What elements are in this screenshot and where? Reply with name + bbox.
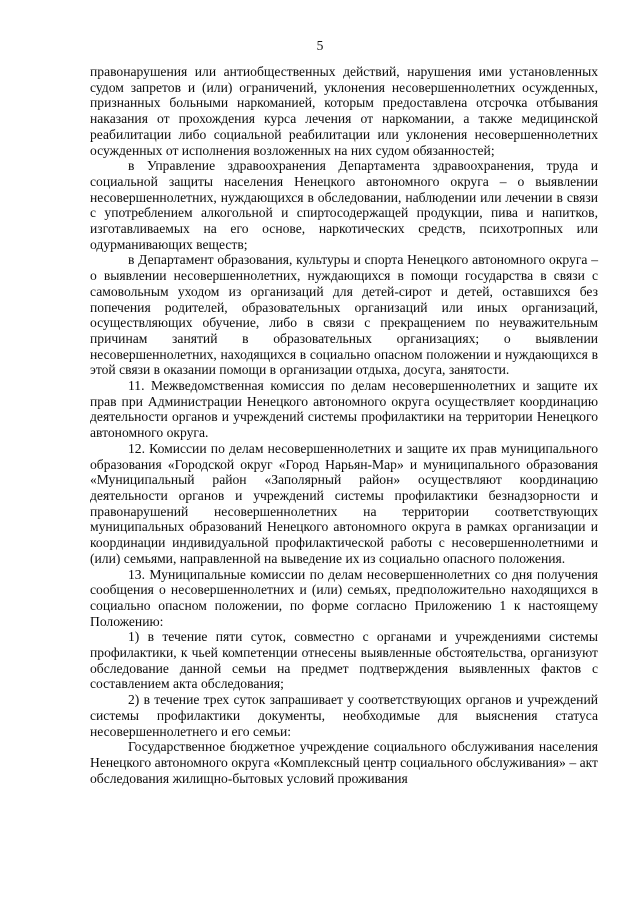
paragraph-education-department: в Департамент образования, культуры и спорта Ненецкого автономного округа – о выявлении несовершеннолетних, нуждающихся в помощи государства в связи с самовольным уходом из организаций для детей-сирот и детей, оставшихся без попечения родителей, образовательных организаций или иных организаций, осуществляющих обучение, либо в связи с прекращением по неуважительным причинам занятий в образовательных организациях; о выявлении несовершеннолетних, находящихся в социально опасном положении и нуждающихся в этой связи в оказании помощи в организации отдыха, досуга, занятости. bbox=[90, 252, 598, 378]
document-body bbox=[90, 64, 598, 786]
paragraph-social-service: Государственное бюджетное учреждение социального обслуживания населения Ненецкого автономного округа «Комплексный центр социального обслуживания» – акт обследования жилищно-бытовых условий проживания bbox=[90, 739, 598, 786]
paragraph-item-12: 12. Комиссии по делам несовершеннолетних и защите их прав муниципального образования «Городской округ «Город Нарьян-Мар» и муниципального образования «Муниципальный район «Заполярный район» осуществляют координацию деятельности органов и учреждений системы профилактики безнадзорности и правонарушений несовершеннолетних на территории соответствующих муниципальных образований Ненецкого автономного округа в рамках организации и координации индивидуальной профилактической работы с несовершеннолетними и (или) семьями, направленной на выведение их из социально опасного положения. bbox=[90, 440, 598, 566]
paragraph-item-11: 11. Межведомственная комиссия по делам несовершеннолетних и защите их прав при Администрации Ненецкого автономного округа осуществляет координацию деятельности органов и учреждений системы профилактики на территории Ненецкого автономного округа. bbox=[90, 378, 598, 441]
paragraph-health-department: в Управление здравоохранения Департамента здравоохранения, труда и социальной защиты населения Ненецкого автономного округа – о выявлении несовершеннолетних, нуждающихся в обследовании, наблюдении или лечении в связи с употреблением алкогольной и спиртосодержащей продукции, пива и напитков, изготавливаемых на его основе, наркотических средств, психотропных или одурманивающих веществ; bbox=[90, 158, 598, 252]
paragraph-subitem-1: 1) в течение пяти суток, совместно с органами и учреждениями системы профилактики, к чьей компетенции отнесены выявленные обстоятельства, организуют обследование данной семьи на предмет подтверждения выявленных фактов с составлением акта обследования; bbox=[90, 629, 598, 692]
paragraph-item-13: 13. Муниципальные комиссии по делам несовершеннолетних со дня получения сообщения о несовершеннолетних и (или) семьях, предположительно находящихся в социально опасном положении, по форме согласно Приложению 1 к настоящему Положению: bbox=[90, 566, 598, 629]
paragraph-continuation: правонарушения или антиобщественных действий, нарушения ими установленных судом запретов и (или) ограничений, уклонения несовершеннолетних осужденных, признанных больными наркоманией, которым предоставлена отсрочка отбывания наказания от прохождения курса лечения от наркомании, а также медицинской реабилитации либо социальной реабилитации или уклонения несовершеннолетних осужденных от исполнения возложенных на них судом обязанностей; bbox=[90, 64, 598, 158]
page-number: 5 bbox=[316, 38, 324, 53]
paragraph-subitem-2: 2) в течение трех суток запрашивает у соответствующих органов и учреждений системы профилактики документы, необходимые для выяснения статуса несовершеннолетнего и его семьи: bbox=[90, 692, 598, 739]
